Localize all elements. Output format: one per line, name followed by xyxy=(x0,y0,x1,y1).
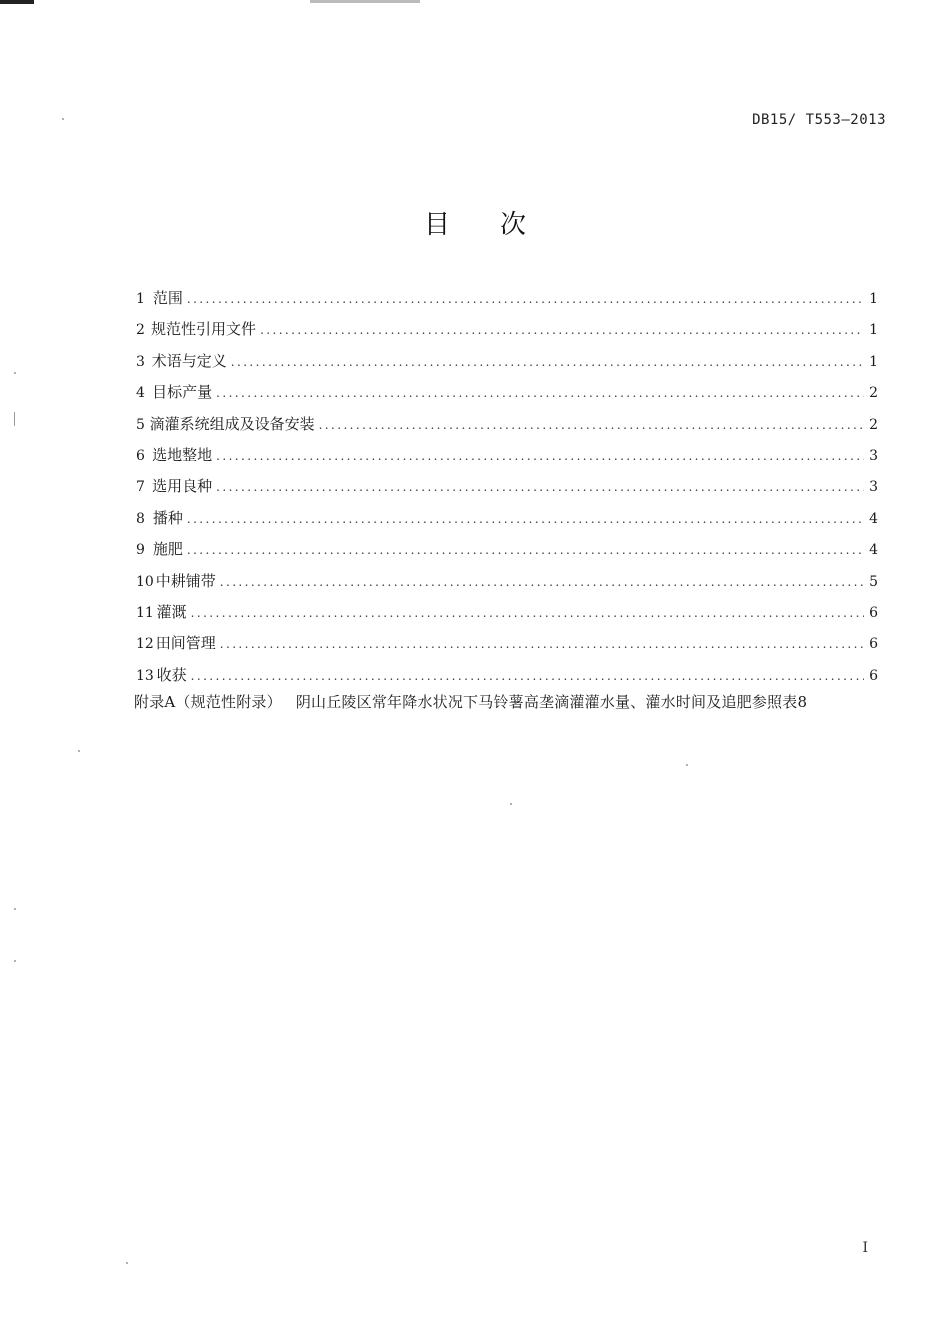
toc-leader-dots xyxy=(220,567,864,598)
toc-entry-page: 1 xyxy=(869,291,878,307)
scan-edge-mark xyxy=(310,0,420,3)
toc-entry[interactable] xyxy=(136,471,878,502)
toc-entry-page: 2 xyxy=(869,416,878,433)
scan-speck xyxy=(14,908,16,910)
toc-leader-dots xyxy=(216,378,864,409)
annex-label: 阴山丘陵区常年降水状况下马铃薯高垄滴灌灌水量、灌水时间及追肥参照表 xyxy=(295,693,798,711)
toc-entry-number: 5 xyxy=(136,416,145,433)
toc-entry-page: 5 xyxy=(869,573,878,590)
toc-entry-page: 6 xyxy=(869,667,878,684)
toc-entry-page: 6 xyxy=(869,636,878,653)
toc-leader-dots xyxy=(231,347,864,378)
toc-entry-label: 选用良种 xyxy=(152,477,213,496)
toc-entry-label: 中耕铺带 xyxy=(155,571,216,590)
toc-leader-dots xyxy=(187,535,864,566)
toc-entry-label: 灌溉 xyxy=(156,602,187,621)
toc-entry-page: 4 xyxy=(869,510,878,527)
toc-entry-number: 6 xyxy=(136,447,145,464)
toc-entry-label: 收获 xyxy=(156,665,187,684)
toc-entry-number: 9 xyxy=(136,542,145,559)
toc-entry-label: 范围 xyxy=(152,289,183,307)
toc-entry-number: 3 xyxy=(136,353,145,370)
page-title: 目次 xyxy=(423,210,576,240)
toc-entry[interactable] xyxy=(136,566,878,597)
toc-entry-number: 12 xyxy=(136,636,154,653)
toc-entry-number: 8 xyxy=(136,510,145,527)
toc-entry-page: 4 xyxy=(869,542,878,559)
toc-entry-page: 1 xyxy=(869,322,878,339)
toc-entry-page: 6 xyxy=(869,604,878,621)
toc-entry-number: 7 xyxy=(136,479,145,496)
toc-entry[interactable] xyxy=(136,346,878,377)
toc-entry[interactable] xyxy=(136,628,878,659)
toc-entry[interactable] xyxy=(136,314,878,345)
toc-annex-entry[interactable] xyxy=(134,691,894,712)
toc-leader-dots xyxy=(260,315,864,346)
scan-speck xyxy=(14,960,16,962)
scan-speck xyxy=(14,412,15,426)
toc-entry-number: 2 xyxy=(136,322,145,339)
toc-entry-label: 田间管理 xyxy=(155,634,216,653)
toc-entry-label: 播种 xyxy=(152,508,183,527)
toc-entry-number: 10 xyxy=(136,573,154,590)
toc-entry[interactable] xyxy=(136,409,878,440)
toc-leader-dots xyxy=(216,441,864,472)
toc-leader-dots xyxy=(319,410,864,441)
page-number: I xyxy=(862,1240,868,1256)
toc-leader-dots xyxy=(191,598,864,629)
scan-edge-mark xyxy=(0,0,34,4)
toc-entry-label: 选地整地 xyxy=(152,445,213,464)
toc-leader-dots xyxy=(187,504,864,535)
toc-leader-dots xyxy=(220,629,864,660)
scan-speck xyxy=(126,1262,128,1264)
toc-entry[interactable] xyxy=(136,283,878,314)
annex-prefix: 附录A（规范性附录） xyxy=(134,693,282,711)
toc-entry-label: 规范性引用文件 xyxy=(151,320,257,339)
toc-entry-number: 13 xyxy=(136,667,154,684)
toc-entry-label: 术语与定义 xyxy=(151,351,227,370)
toc-entry-page: 1 xyxy=(869,353,878,370)
toc-entry[interactable] xyxy=(136,440,878,471)
toc-entry-label: 目标产量 xyxy=(152,383,213,402)
scan-speck xyxy=(510,803,512,805)
scan-speck xyxy=(686,764,688,766)
toc-entry[interactable] xyxy=(136,660,878,691)
toc-entry-page: 2 xyxy=(869,385,878,402)
scan-speck xyxy=(62,118,64,120)
toc-leader-dots xyxy=(191,661,864,692)
table-of-contents xyxy=(136,283,878,691)
scan-speck xyxy=(78,750,80,752)
scan-speck xyxy=(14,372,16,374)
toc-entry[interactable] xyxy=(136,597,878,628)
document-code: DB15/ T553—2013 xyxy=(752,112,886,128)
toc-leader-dots xyxy=(187,284,864,315)
toc-entry-number: 1 xyxy=(136,291,145,307)
toc-entry[interactable] xyxy=(136,377,878,408)
toc-entry-label: 施肥 xyxy=(152,540,183,559)
toc-entry-number: 11 xyxy=(136,604,154,621)
annex-page: 8 xyxy=(797,693,808,711)
toc-leader-dots xyxy=(216,472,864,503)
toc-entry[interactable] xyxy=(136,503,878,534)
toc-entry[interactable] xyxy=(136,534,878,565)
toc-entry-label: 滴灌系统组成及设备安装 xyxy=(149,414,315,433)
toc-entry-page: 3 xyxy=(869,479,878,496)
toc-entry-number: 4 xyxy=(136,385,145,402)
toc-entry-page: 3 xyxy=(869,447,878,464)
